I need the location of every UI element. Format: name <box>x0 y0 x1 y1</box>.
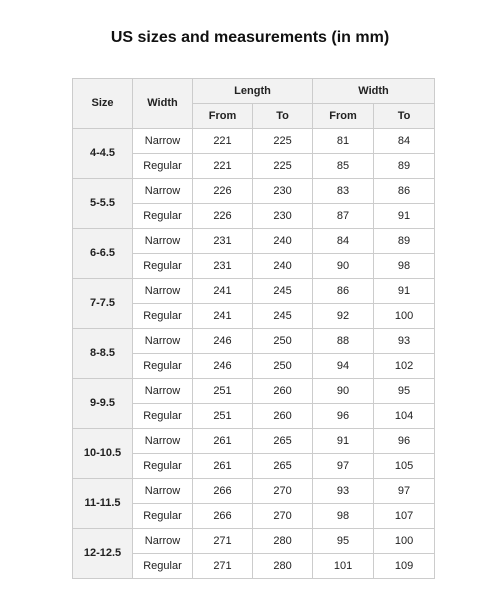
width-from-cell: 91 <box>313 429 374 454</box>
length-to-cell: 280 <box>253 554 313 579</box>
length-to-cell: 270 <box>253 504 313 529</box>
width-type-cell: Regular <box>133 504 193 529</box>
width-from-cell: 90 <box>313 254 374 279</box>
width-from-cell: 96 <box>313 404 374 429</box>
table-row <box>73 479 435 504</box>
width-type-cell: Regular <box>133 354 193 379</box>
length-to-cell: 250 <box>253 354 313 379</box>
length-from-cell: 241 <box>193 304 253 329</box>
width-from-cell: 83 <box>313 179 374 204</box>
width-type-cell: Narrow <box>133 229 193 254</box>
length-from-cell: 241 <box>193 279 253 304</box>
length-to-cell: 230 <box>253 204 313 229</box>
length-from-cell: 221 <box>193 154 253 179</box>
width-to-cell: 89 <box>374 154 435 179</box>
width-to-header: To <box>374 104 435 129</box>
width-to-cell: 84 <box>374 129 435 154</box>
length-to-cell: 225 <box>253 129 313 154</box>
width-from-cell: 93 <box>313 479 374 504</box>
width-header: Width <box>313 79 435 104</box>
width-to-cell: 102 <box>374 354 435 379</box>
width-from-cell: 87 <box>313 204 374 229</box>
table-body <box>73 129 435 579</box>
width-type-cell: Regular <box>133 154 193 179</box>
size-cell: 12-12.5 <box>73 529 133 579</box>
width-from-cell: 85 <box>313 154 374 179</box>
table-row <box>73 379 435 404</box>
size-cell: 7-7.5 <box>73 279 133 329</box>
length-to-cell: 240 <box>253 229 313 254</box>
length-from-cell: 261 <box>193 429 253 454</box>
width-type-cell: Regular <box>133 554 193 579</box>
length-from-cell: 271 <box>193 529 253 554</box>
length-from-cell: 271 <box>193 554 253 579</box>
width-to-cell: 105 <box>374 454 435 479</box>
size-cell: 11-11.5 <box>73 479 133 529</box>
size-cell: 5-5.5 <box>73 179 133 229</box>
length-from-cell: 226 <box>193 179 253 204</box>
width-type-cell: Regular <box>133 404 193 429</box>
width-from-cell: 101 <box>313 554 374 579</box>
length-from-cell: 226 <box>193 204 253 229</box>
size-chart-table <box>72 78 435 579</box>
width-to-cell: 91 <box>374 204 435 229</box>
width-to-cell: 97 <box>374 479 435 504</box>
length-to-cell: 260 <box>253 404 313 429</box>
width-from-cell: 81 <box>313 129 374 154</box>
width-type-cell: Regular <box>133 204 193 229</box>
width-type-cell: Narrow <box>133 329 193 354</box>
length-from-cell: 231 <box>193 229 253 254</box>
width-to-cell: 107 <box>374 504 435 529</box>
table-row <box>73 179 435 204</box>
width-type-cell: Narrow <box>133 179 193 204</box>
table-header <box>73 79 435 129</box>
size-cell: 9-9.5 <box>73 379 133 429</box>
size-cell: 10-10.5 <box>73 429 133 479</box>
width-from-cell: 84 <box>313 229 374 254</box>
width-type-cell: Narrow <box>133 129 193 154</box>
width-to-cell: 104 <box>374 404 435 429</box>
width-from-cell: 88 <box>313 329 374 354</box>
length-from-cell: 221 <box>193 129 253 154</box>
length-from-cell: 266 <box>193 504 253 529</box>
width-type-header: Width <box>133 79 193 129</box>
width-type-cell: Narrow <box>133 529 193 554</box>
length-from-cell: 246 <box>193 329 253 354</box>
length-from-cell: 251 <box>193 404 253 429</box>
length-to-cell: 270 <box>253 479 313 504</box>
size-header: Size <box>73 79 133 129</box>
width-from-cell: 90 <box>313 379 374 404</box>
width-to-cell: 100 <box>374 529 435 554</box>
size-cell: 4-4.5 <box>73 129 133 179</box>
width-to-cell: 93 <box>374 329 435 354</box>
width-type-cell: Regular <box>133 254 193 279</box>
width-to-cell: 95 <box>374 379 435 404</box>
width-type-cell: Narrow <box>133 379 193 404</box>
width-to-cell: 89 <box>374 229 435 254</box>
length-to-header: To <box>253 104 313 129</box>
width-type-cell: Regular <box>133 304 193 329</box>
size-cell: 6-6.5 <box>73 229 133 279</box>
width-to-cell: 109 <box>374 554 435 579</box>
width-from-cell: 98 <box>313 504 374 529</box>
width-type-cell: Regular <box>133 454 193 479</box>
width-from-cell: 94 <box>313 354 374 379</box>
table-row <box>73 229 435 254</box>
table-row <box>73 529 435 554</box>
width-from-cell: 95 <box>313 529 374 554</box>
length-from-header: From <box>193 104 253 129</box>
width-to-cell: 98 <box>374 254 435 279</box>
length-from-cell: 251 <box>193 379 253 404</box>
width-to-cell: 86 <box>374 179 435 204</box>
size-cell: 8-8.5 <box>73 329 133 379</box>
width-from-cell: 97 <box>313 454 374 479</box>
length-to-cell: 265 <box>253 454 313 479</box>
length-to-cell: 245 <box>253 279 313 304</box>
width-from-header: From <box>313 104 374 129</box>
length-to-cell: 280 <box>253 529 313 554</box>
length-to-cell: 260 <box>253 379 313 404</box>
width-from-cell: 86 <box>313 279 374 304</box>
length-to-cell: 225 <box>253 154 313 179</box>
table-row <box>73 429 435 454</box>
length-to-cell: 245 <box>253 304 313 329</box>
length-from-cell: 246 <box>193 354 253 379</box>
width-from-cell: 92 <box>313 304 374 329</box>
length-from-cell: 266 <box>193 479 253 504</box>
length-to-cell: 230 <box>253 179 313 204</box>
length-from-cell: 261 <box>193 454 253 479</box>
length-to-cell: 240 <box>253 254 313 279</box>
width-to-cell: 100 <box>374 304 435 329</box>
page-title: US sizes and measurements (in mm) <box>110 29 390 46</box>
width-type-cell: Narrow <box>133 479 193 504</box>
length-to-cell: 265 <box>253 429 313 454</box>
table-row <box>73 329 435 354</box>
width-type-cell: Narrow <box>133 279 193 304</box>
length-header: Length <box>193 79 313 104</box>
header-row <box>73 79 435 104</box>
width-to-cell: 91 <box>374 279 435 304</box>
table-row <box>73 279 435 304</box>
length-to-cell: 250 <box>253 329 313 354</box>
width-type-cell: Narrow <box>133 429 193 454</box>
table-row <box>73 129 435 154</box>
width-to-cell: 96 <box>374 429 435 454</box>
length-from-cell: 231 <box>193 254 253 279</box>
